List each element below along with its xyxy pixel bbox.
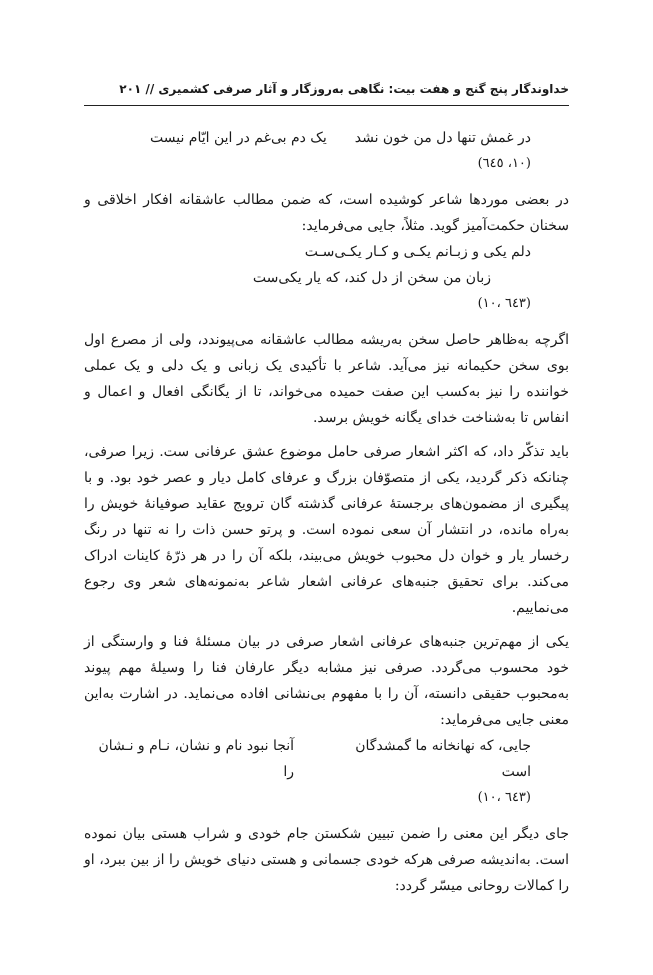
page-body — [84, 125, 569, 899]
paragraph: جای دیگر این معنی را ضمن تبیین شکستن جام خودی و شراب هستی بیان نموده است. به‌اندیشه صرفی هرکه خودی جسمانی و هستی دنیای خویش را از بین ببرد، او را کمالات روحانی میسّر گردد: — [84, 826, 569, 894]
citation: (۱۰، ٦٤٥) — [477, 156, 531, 171]
header-divider — [84, 105, 569, 106]
hemistich: جایی، که نهانخانه ما گمشدگان است — [355, 738, 531, 780]
paragraph: باید تذکّر داد، که اکثر اشعار صرفی حامل موضوع عشق عرفانی ست. زیرا صرفی، چنانکه ذکر گردید، یکی از متصوّفان بزرگ و عرفای کامل دیار و عصر خود بود. و با پیگیری از مضمون‌های برجستهٔ عرفانی گذشته گان ترویج عقاید صوفیانهٔ خویش را به‌راه مانده، در انتشار آن سعی نموده است. و پرتو حسن ذات را نه تنها در رنگ رخسار یار و خوان دل محبوب خویش می‌بیند، بلکه آن را در هر ذرّهٔ کاینات ادراک می‌کند. برای تحقیق جنبه‌های عرفانی اشعار شاعر به‌نمونه‌های شعر وی رجوع می‌نماییم. — [84, 444, 569, 616]
verse-line: دلم یکی و زبـانم یکـی و کـار یکـی‌سـت — [304, 244, 531, 260]
running-header: خداوندگار پنج گنج و هفت بیت: نگاهی به‌روزگار و آثار صرفی کشمیری // ۲۰۱ — [119, 82, 569, 96]
verse-line: زبان من سخن از دل کند، که یار یکی‌ست — [252, 270, 491, 286]
verse-couplet — [84, 125, 569, 151]
citation: (٦٤٣ ،۱۰) — [477, 790, 531, 805]
paragraph: یکی از مهم‌ترین جنبه‌های عرفانی اشعار صرفی در بیان مسئلهٔ فنا و وارستگی از خود محسوب می‌گردد. صرفی نیز مشابه دیگر عارفان فنا را وسیلهٔ مهم پیوند به‌محبوب حقیقی دانسته، آن را با مفهوم بی‌نشانی افاده می‌نماید. در اشارت به‌این معنی جایی می‌فرماید: — [84, 634, 569, 728]
citation: (٦٤٣ ،۱۰) — [477, 296, 531, 311]
paragraph: اگرچه به‌ظاهر حاصل سخن به‌ریشه مطالب عاشقانه می‌پیوندد، ولی از مصرع اول بوی سخن حکیمانه نیز می‌آید. شاعر با تأکیدی یک زبانی و یک دلی و یک عملی خواننده را نیز به‌کسب این صفت حمیده می‌خواند، تا از یگانگی افعال و اعمال و انفاس تا به‌شناخت خدای یگانه خویش برسد. — [84, 332, 569, 426]
hemistich: یک دم بی‌غم در این ایّام نیست — [149, 130, 327, 146]
hemistich: در غمش تنها دل من خون نشد — [354, 130, 531, 146]
verse-couplet — [84, 733, 569, 785]
hemistich: آنجا نبود نام و نشان، نـام و نـشان را — [98, 738, 295, 780]
paragraph: در بعضی موردها شاعر کوشیده است، که ضمن مطالب عاشقانه افکار اخلاقی و سخنان حکمت‌آمیز گوید. مثلاً، جایی می‌فرماید: — [84, 192, 569, 234]
